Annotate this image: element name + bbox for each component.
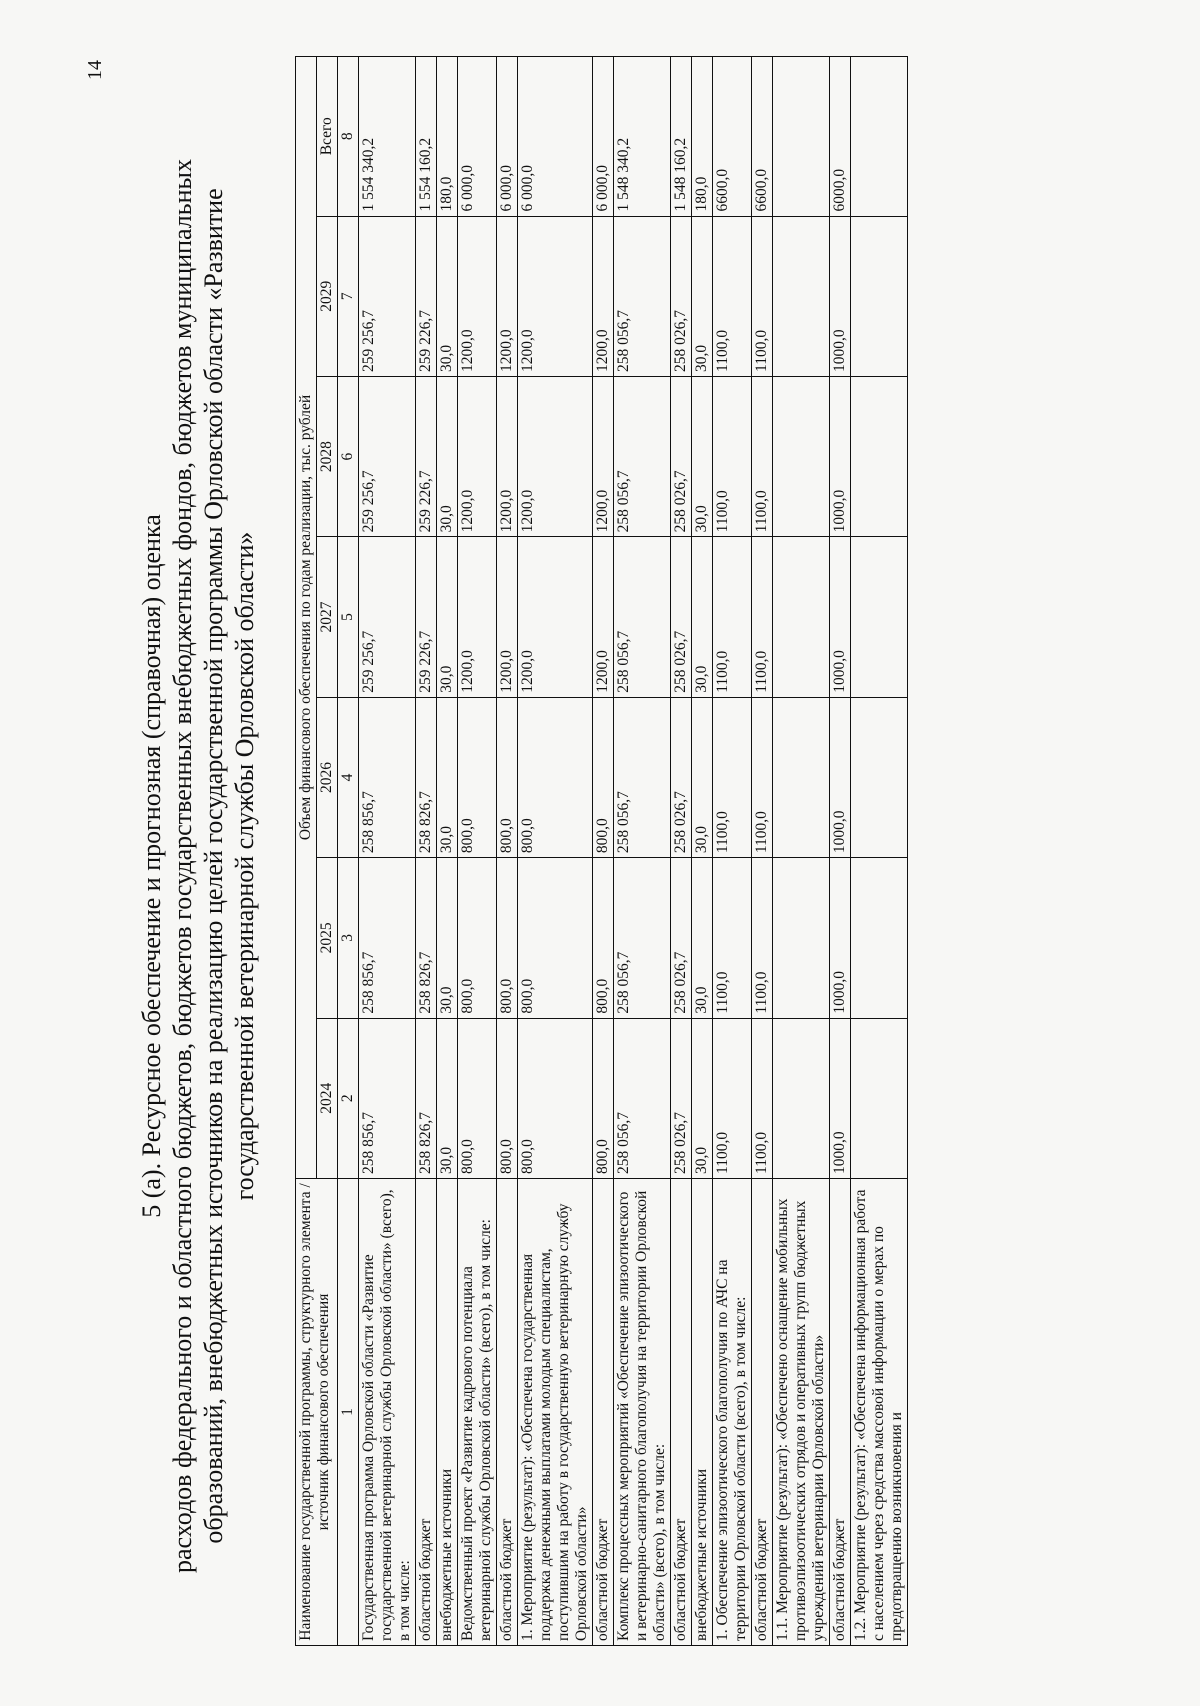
value-cell: 1200,0 [497,537,518,697]
value-cell: 258 856,7 [359,858,416,1018]
value-cell: 800,0 [518,858,593,1018]
value-cell: 800,0 [593,858,614,1018]
row-label: Ведомственный проект «Развитие кадрового потенциала ветеринарной службы Орловской области» (всего), в том числе: [458,1178,497,1645]
header-name-column: Наименование государственной программы, структурного элемента / источник финансового обеспечения [296,1178,338,1645]
value-cell: 259 256,7 [359,537,416,697]
value-cell: 1 548 160,2 [671,57,692,217]
table-row [713,57,752,1646]
row-label: внебюджетные источники [437,1178,458,1645]
value-cell: 30,0 [437,537,458,697]
column-number: 8 [338,57,359,217]
value-cell: 1200,0 [497,376,518,536]
page-number: 14 [84,60,106,80]
value-cell: 1200,0 [593,537,614,697]
value-cell: 1200,0 [518,216,593,376]
row-label: областной бюджет [830,1178,851,1645]
value-cell: 1200,0 [458,216,497,376]
header-year: 2025 [317,858,338,1018]
table-row [851,57,908,1646]
value-cell: 258 856,7 [359,1018,416,1178]
header-year: 2024 [317,1018,338,1178]
column-number: 7 [338,216,359,376]
row-label: Комплекс процессных мероприятий «Обеспечение эпизоотического и ветеринарно-санитарного благополучия на территории Орловской области» (всего), в том числе: [614,1178,671,1645]
table-row [416,57,437,1646]
value-cell: 800,0 [497,858,518,1018]
value-cell [851,697,908,857]
value-cell: 259 226,7 [416,376,437,536]
value-cell: 258 026,7 [671,858,692,1018]
value-cell: 1100,0 [752,376,773,536]
value-cell: 258 056,7 [614,216,671,376]
value-cell: 1200,0 [518,376,593,536]
table-row [497,57,518,1646]
value-cell: 30,0 [692,697,713,857]
row-label: областной бюджет [497,1178,518,1645]
value-cell: 259 256,7 [359,216,416,376]
value-cell: 1000,0 [830,216,851,376]
table-row [593,57,614,1646]
value-cell: 259 226,7 [416,216,437,376]
value-cell: 6600,0 [752,57,773,217]
column-number: 5 [338,537,359,697]
value-cell: 180,0 [437,57,458,217]
value-cell: 1100,0 [713,537,752,697]
row-label: областной бюджет [752,1178,773,1645]
value-cell: 800,0 [593,697,614,857]
value-cell: 258 056,7 [614,1018,671,1178]
header-year: 2029 [317,216,338,376]
value-cell [773,537,830,697]
table-row [773,57,830,1646]
value-cell: 258 026,7 [671,697,692,857]
value-cell: 1000,0 [830,697,851,857]
value-cell: 6600,0 [713,57,752,217]
value-cell: 1000,0 [830,376,851,536]
value-cell: 30,0 [437,1018,458,1178]
value-cell: 258 056,7 [614,537,671,697]
row-label: внебюджетные источники [692,1178,713,1645]
table-row [671,57,692,1646]
header-total: Всего [317,57,338,217]
header-year: 2027 [317,537,338,697]
value-cell: 30,0 [437,376,458,536]
value-cell [851,216,908,376]
value-cell: 258 026,7 [671,1018,692,1178]
table-row [830,57,851,1646]
value-cell [851,1018,908,1178]
value-cell: 1 554 340,2 [359,57,416,217]
value-cell [851,537,908,697]
value-cell: 800,0 [458,858,497,1018]
row-label: Государственная программа Орловской области «Развитие государственной ветеринарной службы Орловской области» (всего), в том числе: [359,1178,416,1645]
value-cell: 1 554 160,2 [416,57,437,217]
title-line: государственной ветеринарной службы Орловской области» [230,531,259,1201]
value-cell [773,697,830,857]
value-cell: 30,0 [437,216,458,376]
value-cell [851,57,908,217]
value-cell: 800,0 [518,1018,593,1178]
value-cell: 1000,0 [830,1018,851,1178]
table-row [692,57,713,1646]
value-cell: 1100,0 [713,697,752,857]
value-cell: 1000,0 [830,858,851,1018]
column-number: 3 [338,858,359,1018]
value-cell: 258 826,7 [416,858,437,1018]
title-line: расходов федерального и областного бюджетов, бюджетов государственных внебюджетных фондов, бюджетов муниципальных [168,158,197,1574]
value-cell: 800,0 [593,1018,614,1178]
value-cell: 800,0 [497,1018,518,1178]
row-label: областной бюджет [593,1178,614,1645]
row-label: 1.1. Мероприятие (результат): «Обеспечено оснащение мобильных противоэпизоотических отрядов и оперативных групп бюджетных учреждений ветеринарии Орловской области» [773,1178,830,1645]
row-label: 1. Обеспечение эпизоотического благополучия по АЧС на территории Орловской области (всего), в том числе: [713,1178,752,1645]
title-line: образований, внебюджетных источников на реализацию целей государственной программы Орловской области «Развитие [199,188,228,1544]
value-cell: 1100,0 [713,216,752,376]
document-title [136,86,260,1646]
header-year: 2026 [317,697,338,857]
value-cell: 6 000,0 [593,57,614,217]
value-cell: 258 826,7 [416,1018,437,1178]
value-cell: 30,0 [437,858,458,1018]
value-cell: 1100,0 [752,697,773,857]
value-cell: 6000,0 [830,57,851,217]
value-cell: 1100,0 [752,1018,773,1178]
row-label: областной бюджет [416,1178,437,1645]
table-row [437,57,458,1646]
value-cell [773,216,830,376]
value-cell: 30,0 [437,697,458,857]
value-cell: 1000,0 [830,537,851,697]
value-cell: 30,0 [692,858,713,1018]
value-cell: 30,0 [692,216,713,376]
header-funding-group: Объем финансового обеспечения по годам реализации, тыс. рублей [296,57,317,1179]
value-cell: 1100,0 [713,376,752,536]
table-row [458,57,497,1646]
value-cell: 258 056,7 [614,858,671,1018]
table-row [752,57,773,1646]
value-cell: 258 856,7 [359,697,416,857]
value-cell: 1200,0 [458,376,497,536]
value-cell: 1200,0 [593,376,614,536]
value-cell: 800,0 [518,697,593,857]
value-cell [851,858,908,1018]
column-number: 6 [338,376,359,536]
value-cell: 258 026,7 [671,216,692,376]
value-cell [773,858,830,1018]
value-cell: 259 226,7 [416,537,437,697]
header-year: 2028 [317,376,338,536]
value-cell: 1200,0 [518,537,593,697]
value-cell: 30,0 [692,376,713,536]
value-cell: 259 256,7 [359,376,416,536]
value-cell: 1100,0 [752,216,773,376]
value-cell: 1100,0 [752,537,773,697]
value-cell: 1100,0 [713,858,752,1018]
value-cell: 258 026,7 [671,537,692,697]
value-cell: 800,0 [497,697,518,857]
table-row [518,57,593,1646]
column-number: 4 [338,697,359,857]
value-cell: 1200,0 [458,537,497,697]
value-cell [773,376,830,536]
value-cell: 258 026,7 [671,376,692,536]
value-cell: 6 000,0 [518,57,593,217]
value-cell: 1 548 340,2 [614,57,671,217]
value-cell: 6 000,0 [458,57,497,217]
table-row [614,57,671,1646]
value-cell: 1100,0 [713,1018,752,1178]
row-label: областной бюджет [671,1178,692,1645]
value-cell [773,1018,830,1178]
table-row [359,57,416,1646]
value-cell: 800,0 [458,1018,497,1178]
value-cell: 1200,0 [497,216,518,376]
value-cell: 1200,0 [593,216,614,376]
value-cell: 800,0 [458,697,497,857]
value-cell: 258 056,7 [614,376,671,536]
column-number: 2 [338,1018,359,1178]
column-number: 1 [338,1178,359,1645]
value-cell: 180,0 [692,57,713,217]
title-line: 5 (а). Ресурсное обеспечение и прогнозная (справочная) оценка [137,514,166,1218]
value-cell [773,57,830,217]
row-label: 1. Мероприятие (результат): «Обеспечена государственная поддержка денежными выплатами молодым специалистам, поступившим на работу в государственную ветеринарную службу Орловской области» [518,1178,593,1645]
funding-table [295,56,908,1646]
value-cell [851,376,908,536]
row-label: 1.2. Мероприятие (результат): «Обеспечена информационная работа с населением через средства массовой информации о мерах по предотвращению возникновения и [851,1178,908,1645]
value-cell: 6 000,0 [497,57,518,217]
value-cell: 30,0 [692,1018,713,1178]
value-cell: 258 056,7 [614,697,671,857]
value-cell: 1100,0 [752,858,773,1018]
value-cell: 258 826,7 [416,697,437,857]
value-cell: 30,0 [692,537,713,697]
